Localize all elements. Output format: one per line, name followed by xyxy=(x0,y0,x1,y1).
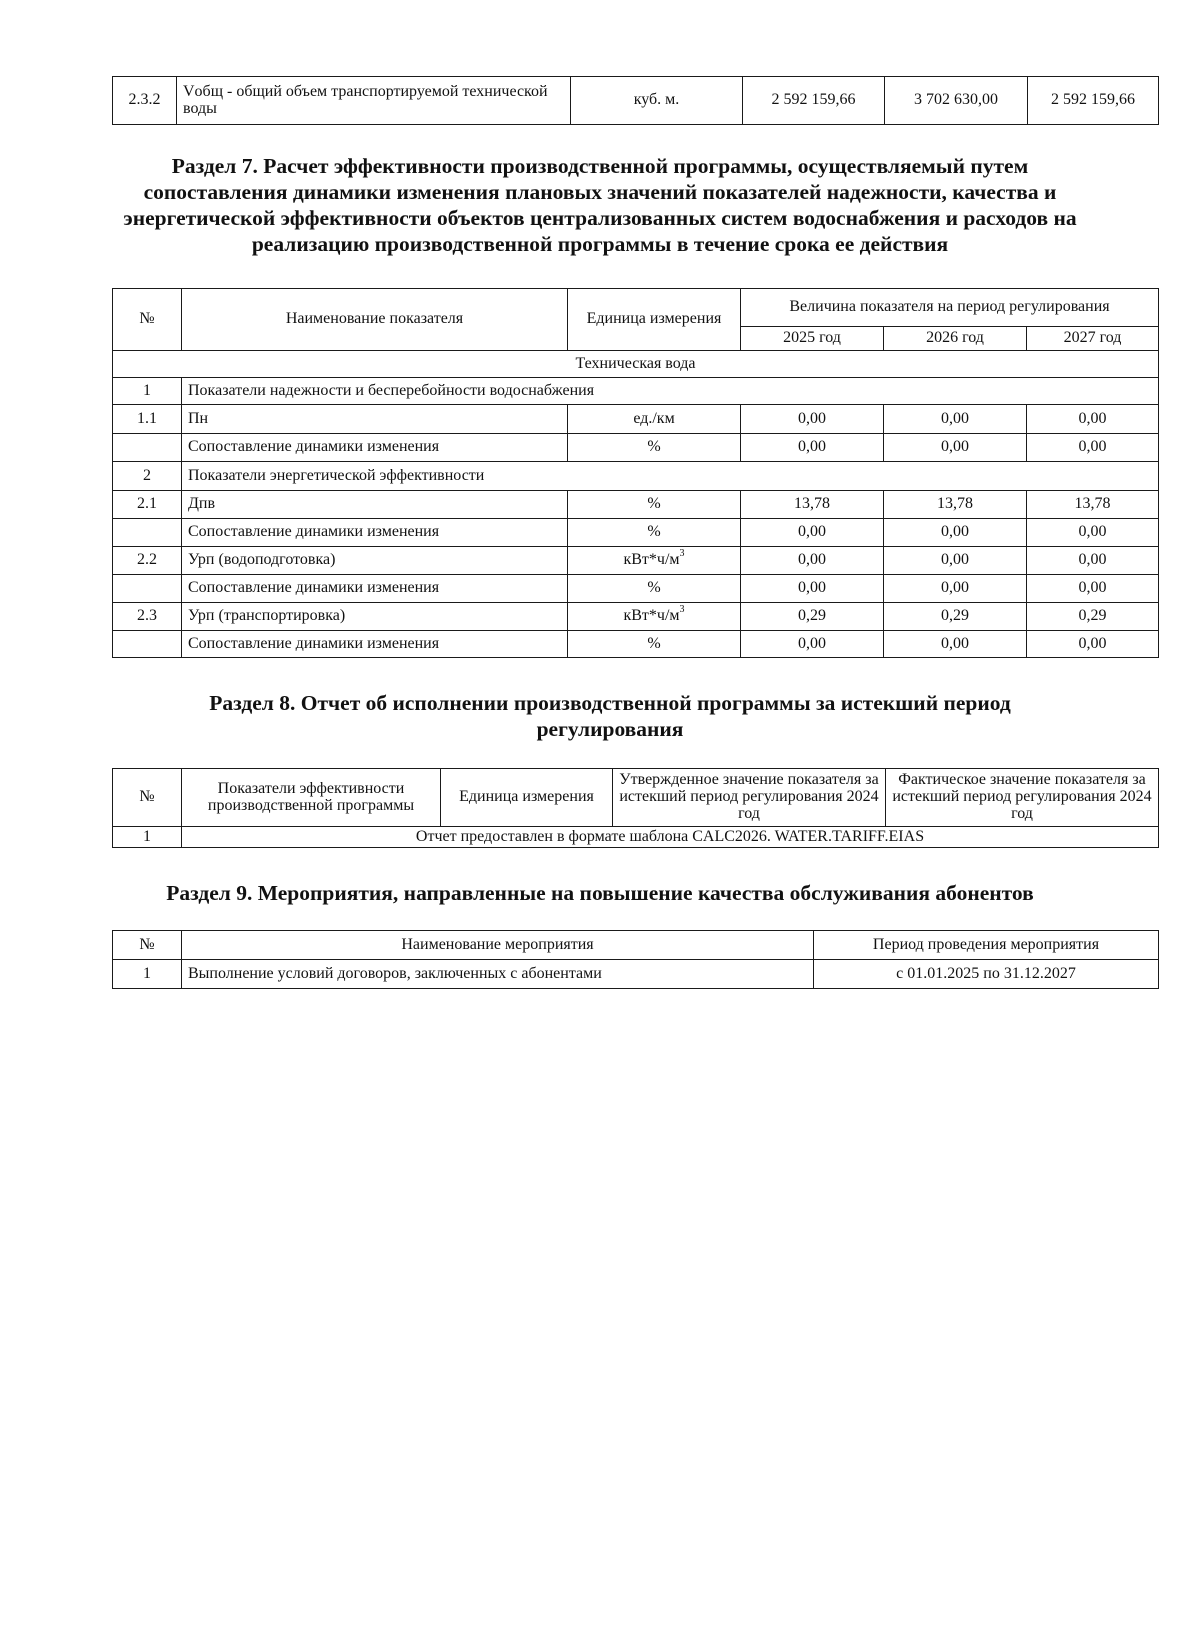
section7-table xyxy=(112,288,1159,658)
unit-cell xyxy=(568,603,741,631)
value-cell: 0,00 xyxy=(1027,547,1159,575)
unit-superscript: 3 xyxy=(679,604,685,616)
row-number xyxy=(113,519,182,547)
row-number: 2.3 xyxy=(113,603,182,631)
value-cell: 0,29 xyxy=(884,603,1027,631)
section8-table xyxy=(112,768,1159,848)
indicator-name: Vобщ - общий объем транспортируемой технической воды xyxy=(177,77,571,125)
row-number: 2.1 xyxy=(113,491,182,519)
row-number: 1 xyxy=(113,960,182,989)
group-number: 1 xyxy=(113,378,182,405)
value-cell: 0,00 xyxy=(741,434,884,462)
header-name: Наименование мероприятия xyxy=(182,931,814,960)
unit-superscript: 3 xyxy=(679,548,685,560)
unit-text: кВт*ч/м xyxy=(623,607,680,625)
value-cell: 0,00 xyxy=(741,405,884,434)
indicator-name: Сопоставление динамики изменения xyxy=(182,575,568,603)
measure-name: Выполнение условий договоров, заключенных с абонентами xyxy=(182,960,814,989)
unit-cell: куб. м. xyxy=(571,77,743,125)
value-cell: 0,00 xyxy=(1027,434,1159,462)
section8-title: Раздел 8. Отчет об исполнении производственной программы за истекший период регулирования xyxy=(209,691,1011,741)
indicator-name: Сопоставление динамики изменения xyxy=(182,519,568,547)
header-unit: Единица измерения xyxy=(441,769,613,827)
value-cell: 0,00 xyxy=(1027,519,1159,547)
group-name: Показатели энергетической эффективности xyxy=(182,462,1159,491)
value-cell: 0,00 xyxy=(884,519,1027,547)
value-cell: 0,00 xyxy=(741,575,884,603)
row-number: 1 xyxy=(113,827,182,848)
value-cell: 0,00 xyxy=(884,631,1027,658)
value-cell: 13,78 xyxy=(1027,491,1159,519)
row-number: 2.2 xyxy=(113,547,182,575)
row-number xyxy=(113,575,182,603)
value-cell: 13,78 xyxy=(884,491,1027,519)
unit-cell xyxy=(568,547,741,575)
section9-title: Раздел 9. Мероприятия, направленные на повышение качества обслуживания абонентов xyxy=(166,881,1034,905)
value-cell: 0,00 xyxy=(1027,631,1159,658)
indicator-name: Урп (водоподготовка) xyxy=(182,547,568,575)
unit-cell: ед./км xyxy=(568,405,741,434)
header-name: Показатели эффективности производственной программы xyxy=(182,769,441,827)
value-cell: 13,78 xyxy=(741,491,884,519)
header-num: № xyxy=(113,931,182,960)
indicator-name: Сопоставление динамики изменения xyxy=(182,631,568,658)
value-cell: 3 702 630,00 xyxy=(885,77,1028,125)
value-cell: 0,00 xyxy=(741,631,884,658)
unit-cell: % xyxy=(568,434,741,462)
group-number: 2 xyxy=(113,462,182,491)
header-year-2026: 2026 год xyxy=(884,327,1027,351)
header-year-2025: 2025 год xyxy=(741,327,884,351)
header-unit: Единица измерения xyxy=(568,289,741,351)
indicator-name: Сопоставление динамики изменения xyxy=(182,434,568,462)
value-cell: 0,00 xyxy=(884,405,1027,434)
header-year-2027: 2027 год xyxy=(1027,327,1159,351)
header-period: Период проведения мероприятия xyxy=(814,931,1159,960)
measure-period: с 01.01.2025 по 31.12.2027 xyxy=(814,960,1159,989)
value-cell: 2 592 159,66 xyxy=(743,77,885,125)
row-number: 1.1 xyxy=(113,405,182,434)
group-name: Показатели надежности и бесперебойности водоснабжения xyxy=(182,378,1159,405)
unit-cell: % xyxy=(568,575,741,603)
row-number: 2.3.2 xyxy=(113,77,177,125)
header-approved: Утвержденное значение показателя за истекший период регулирования 2024 год xyxy=(613,769,886,827)
header-actual: Фактическое значение показателя за истекший период регулирования 2024 год xyxy=(886,769,1159,827)
top-row-table xyxy=(112,76,1159,125)
row-number xyxy=(113,434,182,462)
header-period: Величина показателя на период регулирования xyxy=(741,289,1159,327)
value-cell: 2 592 159,66 xyxy=(1028,77,1159,125)
unit-cell: % xyxy=(568,631,741,658)
value-cell: 0,00 xyxy=(884,547,1027,575)
header-num: № xyxy=(113,769,182,827)
header-num: № xyxy=(113,289,182,351)
indicator-name: Урп (транспортировка) xyxy=(182,603,568,631)
unit-text: кВт*ч/м xyxy=(623,551,680,569)
value-cell: 0,00 xyxy=(884,434,1027,462)
indicator-name: Дпв xyxy=(182,491,568,519)
row-number xyxy=(113,631,182,658)
value-cell: 0,29 xyxy=(1027,603,1159,631)
value-cell: 0,00 xyxy=(1027,405,1159,434)
section7-title: Раздел 7. Расчет эффективности производственной программы, осуществляемый путем сопоставления динамики изменения плановых значений показателей надежности, качества и энергетической эффективности объектов централизованных систем водоснабжения и расходов на реализацию производственной программы в течение срока ее действия xyxy=(123,154,1077,256)
unit-cell: % xyxy=(568,491,741,519)
header-name: Наименование показателя xyxy=(182,289,568,351)
indicator-name: Пн xyxy=(182,405,568,434)
value-cell: 0,00 xyxy=(884,575,1027,603)
section9-table xyxy=(112,930,1159,989)
value-cell: 0,29 xyxy=(741,603,884,631)
unit-cell: % xyxy=(568,519,741,547)
value-cell: 0,00 xyxy=(1027,575,1159,603)
category-row: Техническая вода xyxy=(113,351,1159,378)
report-note: Отчет предоставлен в формате шаблона CALC2026. WATER.TARIFF.EIAS xyxy=(182,827,1159,848)
value-cell: 0,00 xyxy=(741,519,884,547)
value-cell: 0,00 xyxy=(741,547,884,575)
